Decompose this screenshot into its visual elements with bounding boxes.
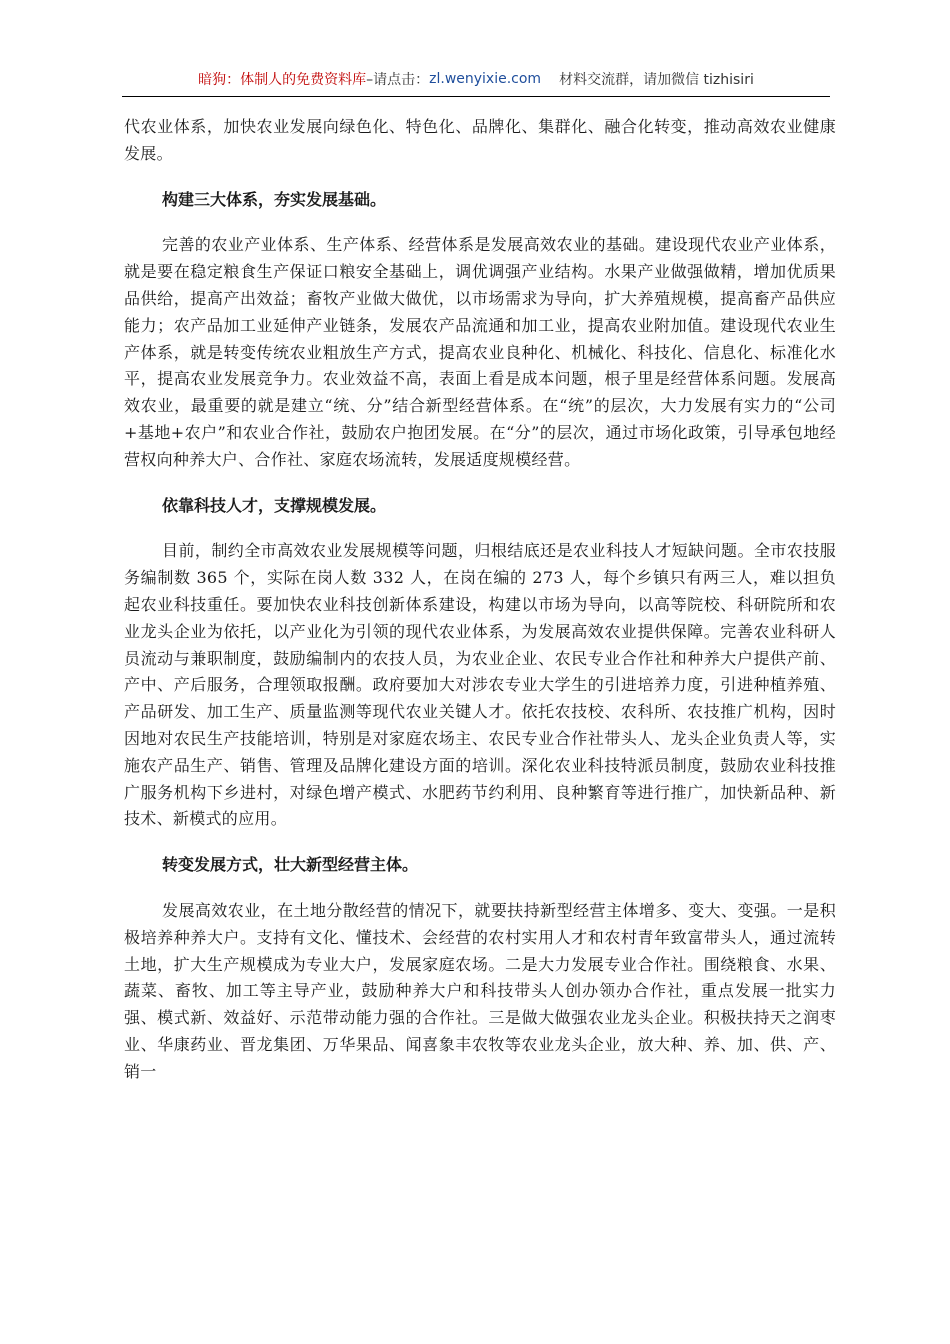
header-link[interactable]: zl.wenyixie.com — [429, 71, 542, 87]
section-heading-2: 依靠科技人才，支撑规模发展。 — [162, 495, 387, 515]
paragraph-3: 发展高效农业，在土地分散经营的情况下，就要扶持新型经营主体增多、变大、变强。一是积极培养种养大户。支持有文化、懂技术、会经营的农村实用人才和农村青年致富带头人，通过流转土地，扩大生产规模成为专业大户，发展家庭农场。二是大力发展专业合作社。围绕粮食、水果、蔬菜、畜牧、加工等主导产业，鼓励种养大户和科技带头人创办领办合作社，重点发展一批实力强、模式新、效益好、示范带动能力强的合作社。三是做大做强农业龙头企业。积极扶持天之润枣业、华康药业、晋龙集团、万华果品、闻喜象丰农牧等农业龙头企业，放大种、养、加、供、产、销一 — [124, 900, 836, 1081]
section-heading-1: 构建三大体系，夯实发展基础。 — [162, 189, 387, 209]
paragraph-continued: 代农业体系，加快农业发展向绿色化、特色化、品牌化、集群化、融合化转变，推动高效农业健康发展。 — [124, 117, 836, 163]
paragraph-1: 完善的农业产业体系、生产体系、经营体系是发展高效农业的基础。建设现代农业产业体系，就是要在稳定粮食生产保证口粮安全基础上，调优调强产业结构。水果产业做强做精，增加优质果品供给，提高产出效益；畜牧产业做大做优，以市场需求为导向，扩大养殖规模，提高畜产品供应能力；农产品加工业延伸产业链条，发展农产品流通和加工业，提高农业附加值。建设现代农业生产体系，就是转变传统农业粗放生产方式，提高农业良种化、机械化、科技化、信息化、标准化水平，提高农业发展竞争力。农业效益不高，表面上看是成本问题，根子里是经营体系问题。发展高效农业，最重要的就是建立“统、分”结合新型经营体系。在“统”的层次，大力发展有实力的“公司+基地+农户”和农业合作社，鼓励农户抱团发展。在“分”的层次，通过市场化政策，引导承包地经营权向种养大户、合作社、家庭农场流转，发展适度规模经营。 — [124, 235, 836, 469]
header-prompt: –请点击： — [366, 72, 430, 88]
header-group-info: 材料交流群，请加微信 tizhisiri — [559, 72, 754, 88]
page-header — [122, 62, 830, 97]
document-body — [124, 114, 836, 1086]
section-heading-3: 转变发展方式，壮大新型经营主体。 — [162, 855, 419, 875]
header-brand: 暗狗：体制人的免费资料库 — [198, 72, 367, 88]
paragraph-2: 目前，制约全市高效农业发展规模等问题，归根结底还是农业科技人才短缺问题。全市农技服务编制数 365 个，实际在岗人数 332 人，在岗在编的 273 人，每个乡镇只有两三人，难以担负起农业科技重任。要加快农业科技创新体系建设，构建以市场为导向，以高等院校、科研院所和农业龙头企业为依托，以产业化为引领的现代农业体系，为发展高效农业提供保障。完善农业科研人员流动与兼职制度，鼓励编制内的农技人员，为农业企业、农民专业合作社和种养大户提供产前、产中、产后服务，合理领取报酬。政府要加大对涉农专业大学生的引进培养力度，引进种植养殖、产品研发、加工生产、质量监测等现代农业关键人才。依托农技校、农科所、农技推广机构，因时因地对农民生产技能培训，特别是对家庭农场主、农民专业合作社带头人、龙头企业负责人等，实施农产品生产、销售、管理及品牌化建设方面的培训。深化农业科技特派员制度，鼓励农业科技推广服务机构下乡进村，对绿色增产模式、水肥药节约利用、良种繁育等进行推广，加快新品种、新技术、新模式的应用。 — [124, 541, 836, 829]
